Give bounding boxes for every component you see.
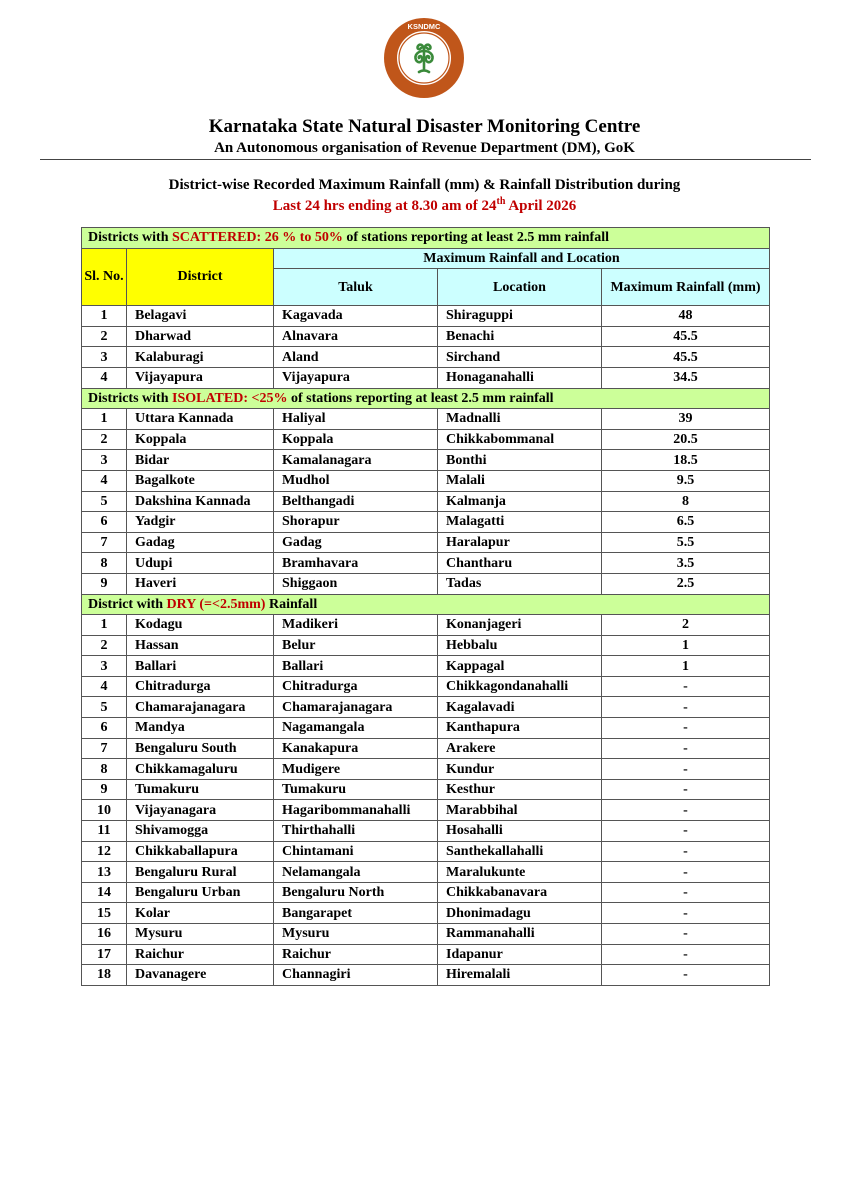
org-subtitle: An Autonomous organisation of Revenue Department (DM), GoK	[214, 140, 635, 156]
table-row	[82, 326, 770, 347]
location-cell: Hosahalli	[438, 821, 602, 842]
location-cell: Kundur	[438, 759, 602, 780]
sl-no-cell: 4	[82, 367, 127, 388]
col-header-district: District	[127, 248, 274, 306]
section-header	[82, 228, 770, 249]
sl-no-cell: 13	[82, 862, 127, 883]
taluk-cell: Chitradurga	[274, 676, 438, 697]
taluk-cell: Mudigere	[274, 759, 438, 780]
section-header	[82, 594, 770, 615]
taluk-cell: Chintamani	[274, 841, 438, 862]
taluk-cell: Ballari	[274, 656, 438, 677]
sl-no-cell: 14	[82, 882, 127, 903]
location-cell: Bonthi	[438, 450, 602, 471]
table-row	[82, 800, 770, 821]
section-header	[82, 388, 770, 409]
table-row	[82, 367, 770, 388]
sl-no-cell: 5	[82, 697, 127, 718]
sl-no-cell: 1	[82, 306, 127, 327]
sl-no-cell: 3	[82, 450, 127, 471]
sl-no-cell: 12	[82, 841, 127, 862]
taluk-cell: Raichur	[274, 944, 438, 965]
rainfall-table	[81, 227, 770, 986]
taluk-cell: Channagiri	[274, 965, 438, 986]
location-cell: Chantharu	[438, 553, 602, 574]
district-cell: Gadag	[127, 532, 274, 553]
section-header-row	[82, 228, 770, 249]
table-row	[82, 429, 770, 450]
ksndmc-logo	[383, 17, 465, 99]
sl-no-cell: 18	[82, 965, 127, 986]
location-cell: Haralapur	[438, 532, 602, 553]
location-cell: Konanjageri	[438, 615, 602, 636]
max-rainfall-cell: 45.5	[602, 326, 770, 347]
location-cell: Hebbalu	[438, 635, 602, 656]
table-row	[82, 944, 770, 965]
max-rainfall-cell: 5.5	[602, 532, 770, 553]
taluk-cell: Koppala	[274, 429, 438, 450]
taluk-cell: Aland	[274, 347, 438, 368]
max-rainfall-cell: 1	[602, 656, 770, 677]
location-cell: Shiraguppi	[438, 306, 602, 327]
taluk-cell: Shorapur	[274, 512, 438, 533]
table-row	[82, 615, 770, 636]
taluk-cell: Gadag	[274, 532, 438, 553]
location-cell: Kanthapura	[438, 718, 602, 739]
district-cell: Shivamogga	[127, 821, 274, 842]
max-rainfall-cell: 20.5	[602, 429, 770, 450]
max-rainfall-cell: 9.5	[602, 470, 770, 491]
taluk-cell: Bramhavara	[274, 553, 438, 574]
district-cell: Vijayanagara	[127, 800, 274, 821]
period-suffix: April 2026	[505, 198, 577, 214]
district-cell: Chikkamagaluru	[127, 759, 274, 780]
location-cell: Chikkabommanal	[438, 429, 602, 450]
location-cell: Benachi	[438, 326, 602, 347]
district-cell: Dakshina Kannada	[127, 491, 274, 512]
max-rainfall-cell: -	[602, 862, 770, 883]
max-rainfall-cell: 18.5	[602, 450, 770, 471]
district-cell: Chamarajanagara	[127, 697, 274, 718]
table-row	[82, 470, 770, 491]
col-header-sl-no: Sl. No.	[82, 248, 127, 306]
location-cell: Chikkabanavara	[438, 882, 602, 903]
table-row	[82, 903, 770, 924]
district-cell: Vijayapura	[127, 367, 274, 388]
location-cell: Madnalli	[438, 409, 602, 430]
sl-no-cell: 4	[82, 470, 127, 491]
district-cell: Bidar	[127, 450, 274, 471]
location-cell: Rammanahalli	[438, 924, 602, 945]
table-row	[82, 924, 770, 945]
table-row	[82, 656, 770, 677]
taluk-cell: Nagamangala	[274, 718, 438, 739]
max-rainfall-cell: -	[602, 779, 770, 800]
table-row	[82, 676, 770, 697]
section-header-row	[82, 594, 770, 615]
sl-no-cell: 4	[82, 676, 127, 697]
report-period	[0, 196, 849, 215]
sl-no-cell: 1	[82, 615, 127, 636]
max-rainfall-cell: 34.5	[602, 367, 770, 388]
sl-no-cell: 8	[82, 759, 127, 780]
taluk-cell: Madikeri	[274, 615, 438, 636]
taluk-cell: Belthangadi	[274, 491, 438, 512]
district-cell: Kolar	[127, 903, 274, 924]
taluk-cell: Alnavara	[274, 326, 438, 347]
location-cell: Santhekallahalli	[438, 841, 602, 862]
table-row	[82, 718, 770, 739]
sl-no-cell: 5	[82, 491, 127, 512]
section-suffix: of stations reporting at least 2.5 mm rainfall	[287, 390, 554, 406]
table-row	[82, 821, 770, 842]
taluk-cell: Mudhol	[274, 470, 438, 491]
table-row	[82, 635, 770, 656]
sl-no-cell: 16	[82, 924, 127, 945]
location-cell: Maralukunte	[438, 862, 602, 883]
district-cell: Udupi	[127, 553, 274, 574]
logo-text: KSNDMC	[407, 22, 441, 31]
max-rainfall-cell: 8	[602, 491, 770, 512]
location-cell: Malali	[438, 470, 602, 491]
taluk-cell: Bengaluru North	[274, 882, 438, 903]
period-prefix: Last 24 hrs ending at 8.30 am of 24	[272, 198, 497, 214]
section-header-row	[82, 388, 770, 409]
max-rainfall-cell: 39	[602, 409, 770, 430]
table-row	[82, 965, 770, 986]
taluk-cell: Haliyal	[274, 409, 438, 430]
district-cell: Kodagu	[127, 615, 274, 636]
location-cell: Honaganahalli	[438, 367, 602, 388]
col-header-location: Location	[438, 269, 602, 306]
district-cell: Bengaluru Urban	[127, 882, 274, 903]
sl-no-cell: 2	[82, 429, 127, 450]
table-row	[82, 779, 770, 800]
section-prefix: Districts with	[88, 390, 172, 406]
table-row	[82, 512, 770, 533]
taluk-cell: Vijayapura	[274, 367, 438, 388]
max-rainfall-cell: 3.5	[602, 553, 770, 574]
table-row	[82, 532, 770, 553]
max-rainfall-cell: -	[602, 924, 770, 945]
table-row	[82, 573, 770, 594]
location-cell: Kalmanja	[438, 491, 602, 512]
district-cell: Bagalkote	[127, 470, 274, 491]
district-cell: Belagavi	[127, 306, 274, 327]
max-rainfall-cell: -	[602, 903, 770, 924]
district-cell: Hassan	[127, 635, 274, 656]
taluk-cell: Kamalanagara	[274, 450, 438, 471]
district-cell: Kalaburagi	[127, 347, 274, 368]
sl-no-cell: 2	[82, 635, 127, 656]
section-suffix: Rainfall	[265, 596, 318, 612]
rainfall-table-body	[82, 228, 770, 986]
table-row	[82, 347, 770, 368]
max-rainfall-cell: -	[602, 759, 770, 780]
max-rainfall-cell: -	[602, 882, 770, 903]
district-cell: Tumakuru	[127, 779, 274, 800]
sl-no-cell: 11	[82, 821, 127, 842]
location-cell: Kagalavadi	[438, 697, 602, 718]
section-category: ISOLATED: <25%	[172, 390, 288, 406]
location-cell: Marabbihal	[438, 800, 602, 821]
max-rainfall-cell: 6.5	[602, 512, 770, 533]
section-suffix: of stations reporting at least 2.5 mm rainfall	[342, 230, 609, 246]
max-rainfall-cell: -	[602, 676, 770, 697]
taluk-cell: Thirthahalli	[274, 821, 438, 842]
col-header-taluk: Taluk	[274, 269, 438, 306]
table-row	[82, 759, 770, 780]
taluk-cell: Mysuru	[274, 924, 438, 945]
column-header-row	[82, 248, 770, 269]
location-cell: Kappagal	[438, 656, 602, 677]
taluk-cell: Chamarajanagara	[274, 697, 438, 718]
district-cell: Mandya	[127, 718, 274, 739]
table-row	[82, 841, 770, 862]
max-rainfall-cell: -	[602, 738, 770, 759]
org-name: Karnataka State Natural Disaster Monitoring Centre	[208, 116, 641, 137]
district-cell: Mysuru	[127, 924, 274, 945]
max-rainfall-cell: 2	[602, 615, 770, 636]
table-row	[82, 553, 770, 574]
sl-no-cell: 2	[82, 326, 127, 347]
table-row	[82, 862, 770, 883]
section-prefix: District with	[88, 596, 167, 612]
sl-no-cell: 9	[82, 779, 127, 800]
sl-no-cell: 7	[82, 532, 127, 553]
sl-no-cell: 1	[82, 409, 127, 430]
taluk-cell: Shiggaon	[274, 573, 438, 594]
max-rainfall-cell: -	[602, 944, 770, 965]
sl-no-cell: 7	[82, 738, 127, 759]
location-cell: Arakere	[438, 738, 602, 759]
max-rainfall-cell: -	[602, 841, 770, 862]
sl-no-cell: 8	[82, 553, 127, 574]
sl-no-cell: 3	[82, 347, 127, 368]
district-cell: Ballari	[127, 656, 274, 677]
max-rainfall-cell: 2.5	[602, 573, 770, 594]
table-row	[82, 306, 770, 327]
table-row	[82, 450, 770, 471]
max-rainfall-cell: 45.5	[602, 347, 770, 368]
sl-no-cell: 15	[82, 903, 127, 924]
location-cell: Malagatti	[438, 512, 602, 533]
max-rainfall-cell: 1	[602, 635, 770, 656]
location-cell: Hiremalali	[438, 965, 602, 986]
district-cell: Bengaluru Rural	[127, 862, 274, 883]
sl-no-cell: 10	[82, 800, 127, 821]
district-cell: Haveri	[127, 573, 274, 594]
taluk-cell: Nelamangala	[274, 862, 438, 883]
header-divider	[40, 159, 811, 160]
district-cell: Yadgir	[127, 512, 274, 533]
table-row	[82, 409, 770, 430]
taluk-cell: Tumakuru	[274, 779, 438, 800]
max-rainfall-cell: -	[602, 821, 770, 842]
max-rainfall-cell: -	[602, 800, 770, 821]
section-prefix: Districts with	[88, 230, 172, 246]
district-cell: Davanagere	[127, 965, 274, 986]
taluk-cell: Kagavada	[274, 306, 438, 327]
sl-no-cell: 6	[82, 512, 127, 533]
table-row	[82, 697, 770, 718]
max-rainfall-cell: -	[602, 697, 770, 718]
district-cell: Bengaluru South	[127, 738, 274, 759]
district-cell: Chitradurga	[127, 676, 274, 697]
section-category: SCATTERED: 26 % to 50%	[172, 230, 343, 246]
location-cell: Dhonimadagu	[438, 903, 602, 924]
district-cell: Raichur	[127, 944, 274, 965]
sl-no-cell: 3	[82, 656, 127, 677]
period-sup: th	[496, 196, 506, 207]
table-row	[82, 882, 770, 903]
taluk-cell: Bangarapet	[274, 903, 438, 924]
taluk-cell: Belur	[274, 635, 438, 656]
report-title: District-wise Recorded Maximum Rainfall (mm) & Rainfall Distribution during	[168, 177, 681, 193]
location-cell: Kesthur	[438, 779, 602, 800]
col-header-max-rainfall-location: Maximum Rainfall and Location	[274, 248, 770, 269]
district-cell: Chikkaballapura	[127, 841, 274, 862]
max-rainfall-cell: 48	[602, 306, 770, 327]
district-cell: Uttara Kannada	[127, 409, 274, 430]
sl-no-cell: 17	[82, 944, 127, 965]
col-header-max-rainfall: Maximum Rainfall (mm)	[602, 269, 770, 306]
location-cell: Tadas	[438, 573, 602, 594]
max-rainfall-cell: -	[602, 965, 770, 986]
district-cell: Koppala	[127, 429, 274, 450]
sl-no-cell: 9	[82, 573, 127, 594]
sl-no-cell: 6	[82, 718, 127, 739]
taluk-cell: Hagaribommanahalli	[274, 800, 438, 821]
location-cell: Chikkagondanahalli	[438, 676, 602, 697]
taluk-cell: Kanakapura	[274, 738, 438, 759]
max-rainfall-cell: -	[602, 718, 770, 739]
location-cell: Sirchand	[438, 347, 602, 368]
district-cell: Dharwad	[127, 326, 274, 347]
table-row	[82, 738, 770, 759]
location-cell: Idapanur	[438, 944, 602, 965]
section-category: DRY (=<2.5mm)	[166, 596, 266, 612]
table-row	[82, 491, 770, 512]
